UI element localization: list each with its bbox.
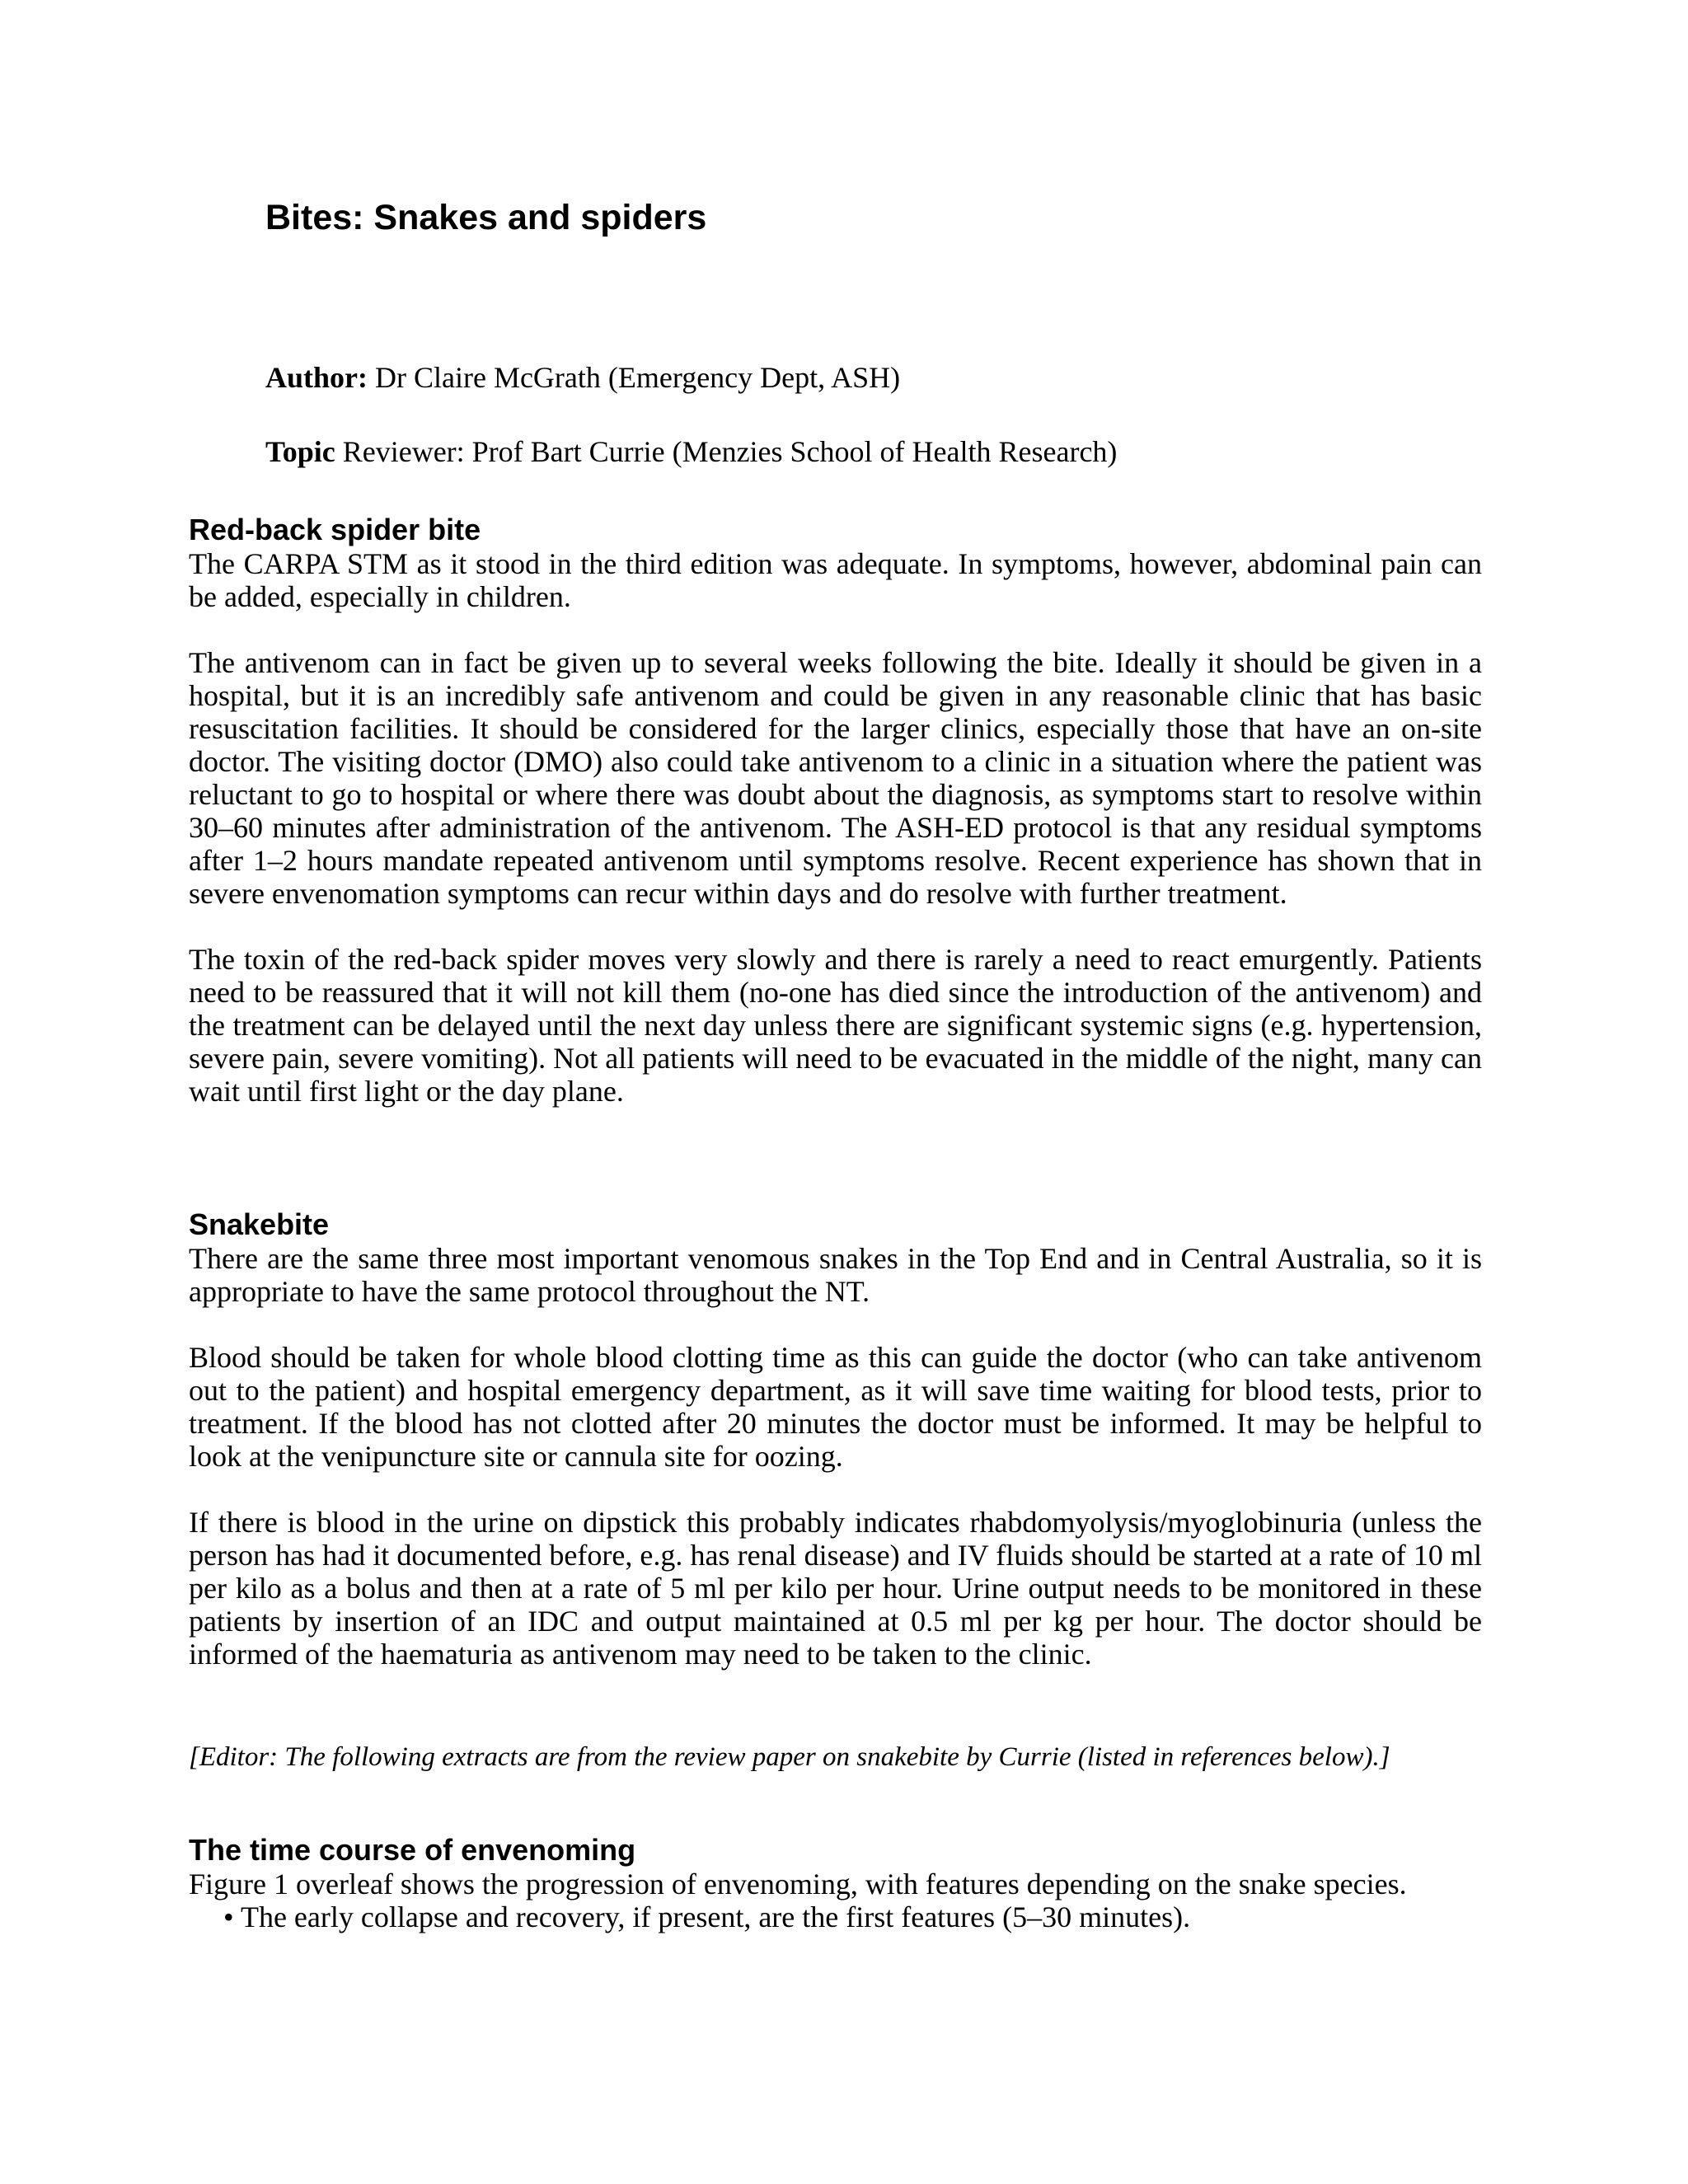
paragraph: The CARPA STM as it stood in the third edition was adequate. In symptoms, however, abdominal pain can be added, especially in children.	[189, 547, 1482, 613]
section-heading-redback: Red-back spider bite	[189, 513, 481, 546]
reviewer-line	[265, 434, 1117, 470]
section-heading-snakebite: Snakebite	[189, 1207, 330, 1241]
bullet-item: • The early collapse and recovery, if present, are the first features (5–30 minutes).	[223, 1900, 1191, 1933]
section-heading-time-course: The time course of envenoming	[189, 1833, 636, 1867]
section-time-course	[189, 1833, 1482, 1933]
reviewer-label: Topic	[265, 435, 335, 468]
reviewer-value: Reviewer: Prof Bart Currie (Menzies School of Health Research)	[342, 435, 1118, 468]
section-redback	[189, 513, 1482, 1108]
editor-note: [Editor: The following extracts are from the review paper on snakebite by Currie (listed in references below).]	[189, 1742, 1390, 1772]
paragraph: There are the same three most important venomous snakes in the Top End and in Central Australia, so it is appropriate to have the same protocol throughout the NT.	[189, 1242, 1482, 1308]
section-snakebite	[189, 1207, 1482, 1671]
paragraph: The antivenom can in fact be given up to several weeks following the bite. Ideally it should be given in a hospital, but it is an incredibly safe antivenom and could be given in any reasonable clinic that has basic resuscitation facilities. It should be considered for the larger clinics, especially those that have an on-site doctor. The visiting doctor (DMO) also could take antivenom to a clinic in a situation where the patient was reluctant to go to hospital or where there was doubt about the diagnosis, as symptoms start to resolve within 30–60 minutes after administration of the antivenom. The ASH-ED protocol is that any residual symptoms after 1–2 hours mandate repeated antivenom until symptoms resolve. Recent experience has shown that in severe envenomation symptoms can recur within days and do resolve with further treatment.	[189, 646, 1482, 910]
editor-note-block	[189, 1741, 1482, 1774]
author-value: Dr Claire McGrath (Emergency Dept, ASH)	[375, 361, 901, 394]
author-line	[265, 359, 900, 396]
paragraph: Figure 1 overleaf shows the progression of envenoming, with features depending on the snake species.	[189, 1868, 1407, 1900]
paragraph: If there is blood in the urine on dipstick this probably indicates rhabdomyolysis/myoglobinuria (unless the person has had it documented before, e.g. has renal disease) and IV fluids should be started at a rate of 10 ml per kilo as a bolus and then at a rate of 5 ml per kilo per hour. Urine output needs to be monitored in these patients by insertion of an IDC and output maintained at 0.5 ml per kg per hour. The doctor should be informed of the haematuria as antivenom may need to be taken to the clinic.	[189, 1506, 1482, 1671]
document-title: Bites: Snakes and spiders	[265, 198, 707, 237]
paragraph: Blood should be taken for whole blood clotting time as this can guide the doctor (who can take antivenom out to the patient) and hospital emergency department, as it will save time waiting for blood tests, prior to treatment. If the blood has not clotted after 20 minutes the doctor must be informed. It may be helpful to look at the venipuncture site or cannula site for oozing.	[189, 1341, 1482, 1473]
paragraph: The toxin of the red-back spider moves very slowly and there is rarely a need to react emurgently. Patients need to be reassured that it will not kill them (no-one has died since the introduction of the antivenom) and the treatment can be delayed until the next day unless there are significant systemic signs (e.g. hypertension, severe pain, severe vomiting). Not all patients will need to be evacuated in the middle of the night, many can wait until first light or the day plane.	[189, 943, 1482, 1108]
author-label: Author:	[265, 361, 368, 394]
